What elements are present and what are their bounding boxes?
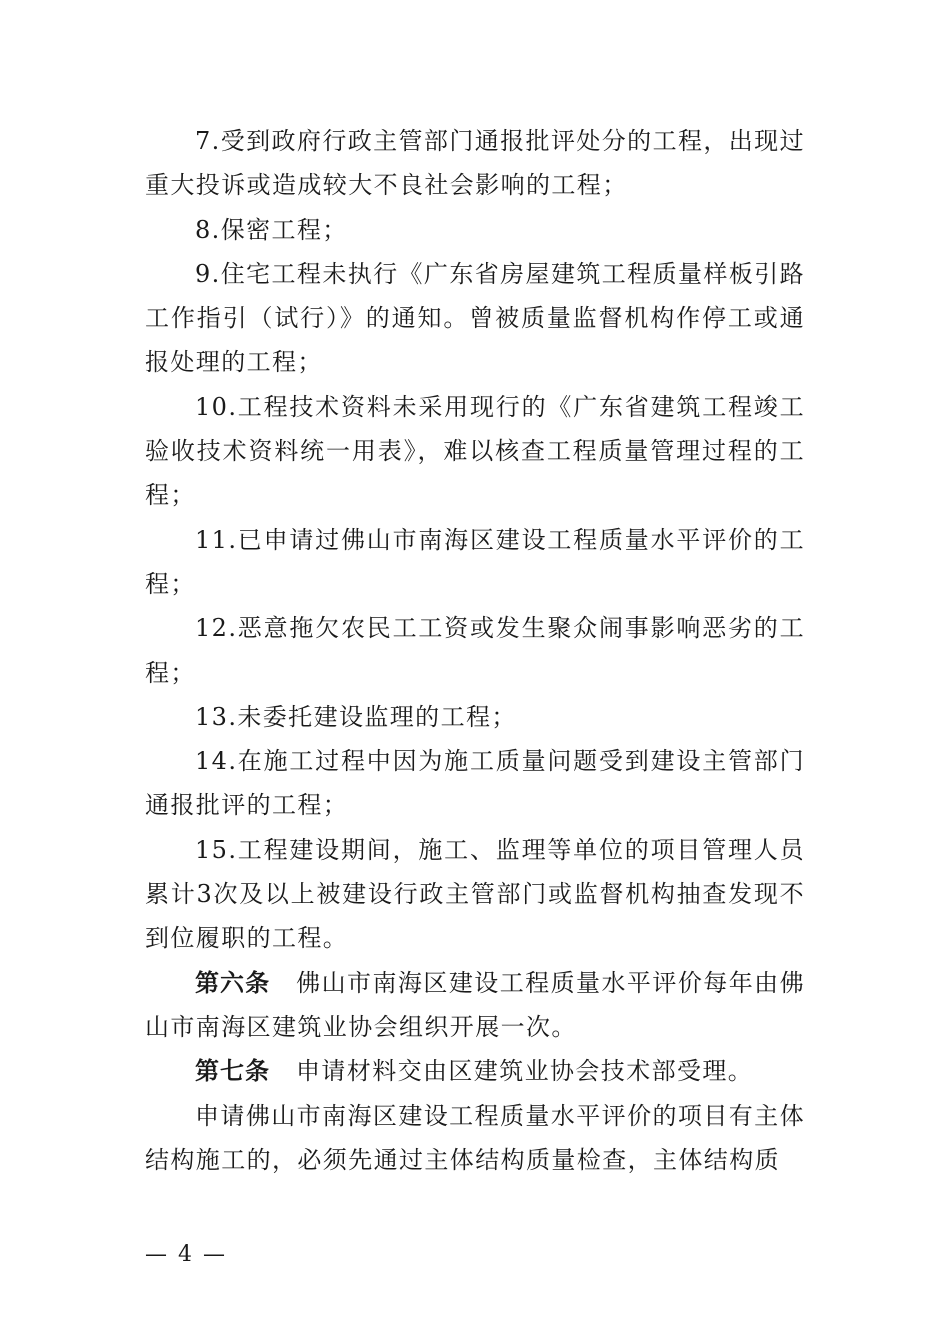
article-6-label: 第六条 (195, 968, 271, 997)
list-item-9: 9.住宅工程未执行《广东省房屋建筑工程质量样板引路工作指引（试行）》的通知。曾被质量监督机构作停工或通报处理的工程； (145, 259, 805, 377)
page-number: — 4 — (145, 1242, 227, 1267)
list-item-11: 11.已申请过佛山市南海区建设工程质量水平评价的工程； (145, 525, 805, 598)
article-6 (145, 961, 805, 1050)
article-6-text: 佛山市南海区建设工程质量水平评价每年由佛山市南海区建筑业协会组织开展一次。 (145, 968, 806, 1041)
article-7-label: 第七条 (195, 1057, 270, 1086)
closing-paragraph: 申请佛山市南海区建设工程质量水平评价的项目有主体结构施工的，必须先通过主体结构质量检查，主体结构质 (145, 1101, 805, 1174)
list-item-13: 13.未委托建设监理的工程； (195, 702, 517, 731)
list-item-8: 8.保密工程； (195, 215, 348, 244)
document-body (145, 119, 805, 1182)
list-item-14: 14.在施工过程中因为施工质量问题受到建设主管部门通报批评的工程； (145, 747, 805, 820)
list-item-7: 7.受到政府行政主管部门通报批评处分的工程，出现过重大投诉或造成较大不良社会影响的工程； (145, 127, 805, 200)
article-7 (145, 1049, 805, 1093)
list-item-10: 10.工程技术资料未采用现行的《广东省建筑工程竣工验收技术资料统一用表》，难以核查工程质量管理过程的工程； (145, 392, 805, 510)
list-item-15: 15.工程建设期间，施工、监理等单位的项目管理人员累计3次及以上被建设行政主管部门或监督机构抽查发现不到位履职的工程。 (145, 835, 805, 953)
list-item-12: 12.恶意拖欠农民工工资或发生聚众闹事影响恶劣的工程； (145, 614, 805, 687)
article-7-text: 申请材料交由区建筑业协会技术部受理。 (296, 1057, 754, 1086)
